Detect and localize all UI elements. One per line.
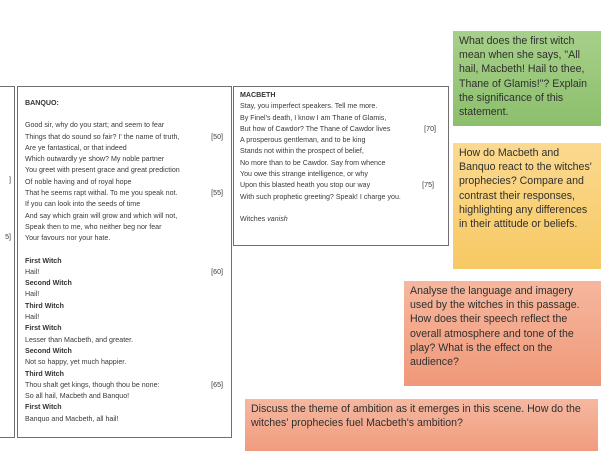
witches-exchange xyxy=(25,256,231,425)
verse-line: By Finel's death, I know I am Thane of Glamis, xyxy=(240,113,387,122)
verse-line: Your favours nor your hate. xyxy=(25,234,111,243)
left-partial-text-box xyxy=(0,86,15,438)
verse-line: Thou shalt get kings, though thou be none: [65] xyxy=(25,380,231,391)
line-number: [55] xyxy=(211,189,223,198)
speaker-name: First Witch xyxy=(25,256,62,265)
verse-line: Stands not within the prospect of belief, xyxy=(240,147,364,156)
verse-line: Which outwardly ye show? My noble partner xyxy=(25,155,165,164)
verse-line: Speak then to me, who neither beg nor fear xyxy=(25,222,162,231)
verse-line: Lesser than Macbeth, and greater. xyxy=(25,335,134,344)
question-text: Discuss the theme of ambition as it emerges in this scene. How do the witches' prophecies fuel Macbeth's ambition? xyxy=(251,403,581,430)
verse-line: Not so happy, yet much happier. xyxy=(25,358,127,367)
banquo-speech xyxy=(25,120,231,244)
line-number-fragment: ] xyxy=(9,176,11,184)
question-text: Analyse the language and imagery used by the witches in this passage. How does their speech reflect the overall atmosphere and tone of the play? What is the effect on the audience? xyxy=(410,285,580,369)
verse-line: If you can look into the seeds of time xyxy=(25,200,141,209)
stage-direction: Witches vanish xyxy=(240,214,288,223)
verse-line: Hail! xyxy=(25,313,40,322)
verse-line: No more than to be Cawdor. Say from whence xyxy=(240,158,386,167)
verse-line: You owe this strange intelligence, or why xyxy=(240,170,368,179)
speaker-name: First Witch xyxy=(25,324,62,333)
verse-line: Upon this blasted heath you stop our way [75] xyxy=(240,180,448,191)
speaker-name: MACBETH xyxy=(240,91,276,99)
question-text: What does the first witch mean when she says, "All hail, Macbeth! Hail to thee, Thane of Glamis!"? Explain the significance of this statement. xyxy=(459,35,588,119)
verse-line: That he seems rapt withal. To me you speak not. [55] xyxy=(25,188,231,199)
verse-line: You greet with present grace and great prediction xyxy=(25,166,180,175)
speaker-name: BANQUO: xyxy=(25,99,59,107)
verse-line: So all hail, Macbeth and Banquo! xyxy=(25,392,130,401)
line-number: [60] xyxy=(211,267,223,276)
verse-line: Good sir, why do you start; and seem to fear xyxy=(25,121,165,130)
line-number: [65] xyxy=(211,380,223,389)
verse-line: Stay, you imperfect speakers. Tell me more. xyxy=(240,102,378,111)
verse-line: Things that do sound so fair? I' the name of truth, [50] xyxy=(25,132,231,143)
speaker-name: Third Witch xyxy=(25,301,64,310)
banquo-text-box[interactable] xyxy=(17,86,232,438)
question-note-ambition[interactable] xyxy=(245,399,598,451)
line-number-fragment: 5] xyxy=(5,233,11,241)
line-number: [75] xyxy=(422,181,434,190)
verse-line: Hail! [60] xyxy=(25,267,231,278)
question-text: How do Macbeth and Banquo react to the witches' prophecies? Compare and contrast their responses, highlighting any differences in their attitude or beliefs. xyxy=(459,147,592,231)
speaker-name: Third Witch xyxy=(25,369,64,378)
verse-line: And say which grain will grow and which will not, xyxy=(25,211,178,220)
verse-line: Hail! xyxy=(25,290,40,299)
line-number: [70] xyxy=(424,124,436,133)
question-note-witch-greeting[interactable] xyxy=(453,31,601,126)
macbeth-speech xyxy=(240,101,448,203)
speaker-name: Second Witch xyxy=(25,279,72,288)
question-note-language-imagery[interactable] xyxy=(404,281,601,386)
verse-line: Are ye fantastical, or that indeed xyxy=(25,143,127,152)
verse-line: A prosperous gentleman, and to be king xyxy=(240,136,366,145)
line-number: [50] xyxy=(211,132,223,141)
verse-line: But how of Cawdor? The Thane of Cawdor lives [70] xyxy=(240,124,448,135)
verse-line: Of noble having and of royal hope xyxy=(25,177,132,186)
macbeth-text-box[interactable] xyxy=(233,86,449,246)
question-note-reactions[interactable] xyxy=(453,143,601,269)
verse-line: With such prophetic greeting? Speak! I charge you. xyxy=(240,192,401,201)
speaker-name: Second Witch xyxy=(25,346,72,355)
verse-line: Banquo and Macbeth, all hail! xyxy=(25,414,119,423)
speaker-name: First Witch xyxy=(25,403,62,412)
